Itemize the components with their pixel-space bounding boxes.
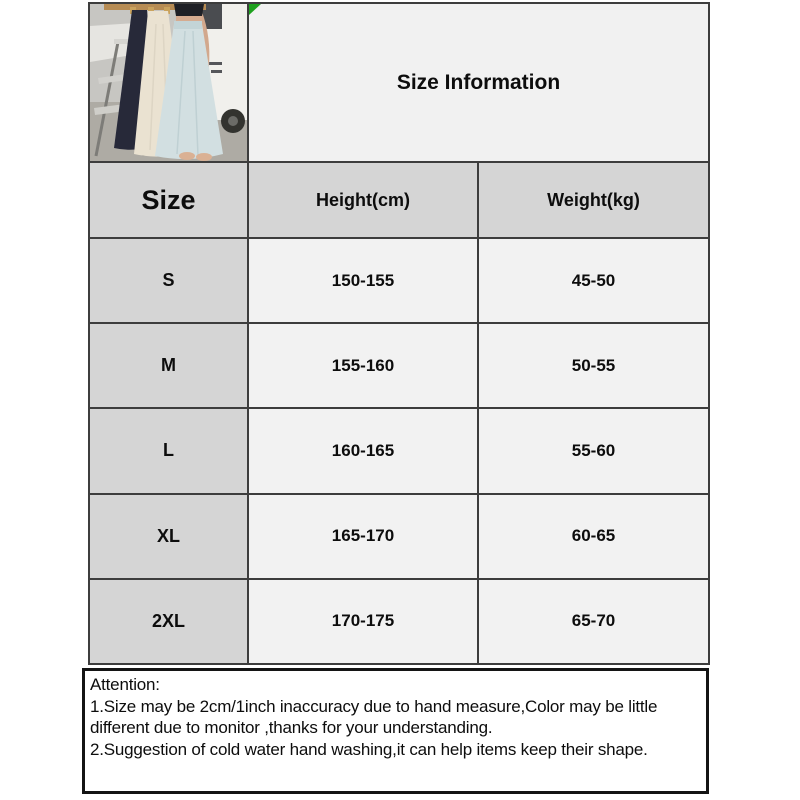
product-photo-illustration: [90, 4, 247, 161]
height-cell-l: 160-165: [249, 409, 477, 492]
attention-title: Attention:: [90, 675, 160, 694]
height-cell-m: 155-160: [249, 324, 477, 407]
model-foot: [196, 153, 212, 161]
size-cell-xl: XL: [90, 495, 247, 578]
column-header-height: Height(cm): [249, 163, 477, 237]
height-cell-xl: 165-170: [249, 495, 477, 578]
attention-line: different due to monitor ,thanks for your understanding.: [90, 718, 493, 737]
model-foot: [179, 152, 195, 160]
green-corner-marker-icon: [249, 4, 261, 15]
weight-cell-m: 50-55: [479, 324, 708, 407]
height-cell-2xl: 170-175: [249, 580, 477, 663]
weight-cell-s: 45-50: [479, 239, 708, 322]
size-cell-s: S: [90, 239, 247, 322]
size-information-header: [249, 4, 708, 161]
weight-cell-l: 55-60: [479, 409, 708, 492]
product-photo: [90, 4, 247, 161]
size-cell-m: M: [90, 324, 247, 407]
height-cell-s: 150-155: [249, 239, 477, 322]
attention-note: [82, 668, 709, 794]
black-crop-top: [174, 4, 204, 16]
column-header-size: Size: [90, 163, 247, 237]
size-cell-2xl: 2XL: [90, 580, 247, 663]
attention-line: 2.Suggestion of cold water hand washing,it can help items keep their shape.: [90, 739, 648, 759]
page-title: Size Information: [396, 70, 561, 94]
attention-line: 1.Size may be 2cm/1inch inaccuracy due to hand measure,Color may be little: [90, 696, 658, 716]
column-header-weight: Weight(kg): [479, 163, 708, 237]
weight-cell-2xl: 65-70: [479, 580, 708, 663]
size-table: [88, 2, 710, 665]
size-cell-l: L: [90, 409, 247, 492]
weight-cell-xl: 60-65: [479, 495, 708, 578]
